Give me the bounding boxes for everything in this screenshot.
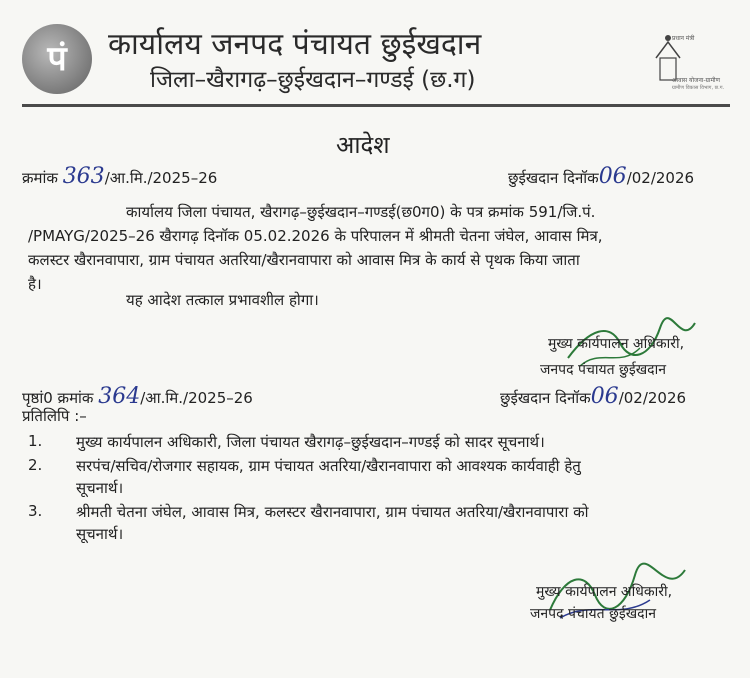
order-number — [22, 164, 217, 189]
signature-1-office: जनपद पंचायत छुईखदान — [540, 362, 666, 378]
endorsement-number-handwritten: 364 — [98, 384, 141, 409]
order-paragraph — [28, 200, 718, 296]
effect-statement: यह आदेश तत्काल प्रभावशील होगा। — [126, 291, 319, 309]
endorsement-number-label: पृष्ठां0 क्रमांक — [22, 389, 94, 407]
copy-item-text: सूचनार्थ। — [76, 479, 124, 497]
order-number-handwritten: 363 — [62, 164, 105, 189]
janpad-logo — [22, 24, 92, 94]
copy-item-number: 3. — [28, 502, 43, 520]
endorsement-number-suffix: /आ.मि./2025–26 — [140, 389, 253, 407]
order-date — [508, 164, 694, 189]
signature-2-title: मुख्य कार्यपालन अधिकारी, — [536, 584, 673, 600]
copy-item-text: सूचनार्थ। — [76, 525, 124, 543]
order-para-line: कलस्टर खैरानवापारा, ग्राम पंचायत अतरिया/खैरानवापारा को आवास मित्र के कार्य से पृथक किया जाता — [28, 251, 580, 269]
pmay-logo-line3: ग्रामीण विकास विभाग, छ.ग. — [672, 85, 725, 91]
janpad-logo-glyph: पं — [47, 39, 67, 79]
endorsement-date-suffix: /02/2026 — [618, 389, 687, 407]
copy-item-text: मुख्य कार्यपालन अधिकारी, जिला पंचायत खैरागढ़–छुईखदान–गण्डई को सादर सूचनार्थ। — [76, 433, 545, 451]
office-name: कार्यालय जनपद पंचायत छुईखदान — [108, 27, 482, 62]
copy-item-number: 1. — [28, 432, 43, 450]
endorsement-date-prefix: छुईखदान दिनॉक — [500, 389, 591, 407]
district-name: जिला–खैरागढ़–छुईखदान–गण्डई (छ.ग) — [150, 67, 476, 93]
copy-item-text: सरपंच/सचिव/रोजगार सहायक, ग्राम पंचायत अतरिया/खैरानवापारा को आवश्यक कार्यवाही हेतु — [76, 457, 581, 475]
order-para-line: कार्यालय जिला पंचायत, खैरागढ़–छुईखदान–गण्डई(छ0ग0) के पत्र क्रमांक 591/जि.पं. — [126, 203, 596, 221]
copy-label: प्रतिलिपि :– — [22, 407, 87, 425]
signature-2-office: जनपद पंचायत छुईखदान — [530, 606, 656, 622]
order-date-suffix: /02/2026 — [626, 169, 695, 187]
order-number-label: क्रमांक — [22, 169, 58, 187]
order-date-prefix: छुईखदान दिनॉक — [508, 169, 599, 187]
endorsement-date — [500, 384, 686, 409]
signature-1-title: मुख्य कार्यपालन अधिकारी, — [548, 336, 685, 352]
pmay-logo-line2: आवास योजना-ग्रामीण — [672, 77, 720, 84]
copy-item-number: 2. — [28, 456, 43, 474]
copy-item-text: श्रीमती चेतना जंघेल, आवास मित्र, कलस्टर खैरानवापारा, ग्राम पंचायत अतरिया/खैरानवापारा को — [76, 503, 589, 521]
header-divider — [22, 104, 730, 107]
pmay-logo-line1: प्रधान मंत्री — [672, 35, 695, 42]
order-title: आदेश — [336, 131, 390, 159]
order-date-handwritten: 06 — [598, 164, 627, 189]
order-para-line: है। — [28, 275, 42, 293]
order-number-suffix: /आ.मि./2025–26 — [104, 169, 218, 187]
endorsement-date-handwritten: 06 — [590, 384, 619, 409]
order-para-line: /PMAYG/2025–26 खैरागढ़ दिनॉक 05.02.2026 के परिपालन में श्रीमती चेतना जंघेल, आवास मित्र, — [28, 227, 603, 245]
